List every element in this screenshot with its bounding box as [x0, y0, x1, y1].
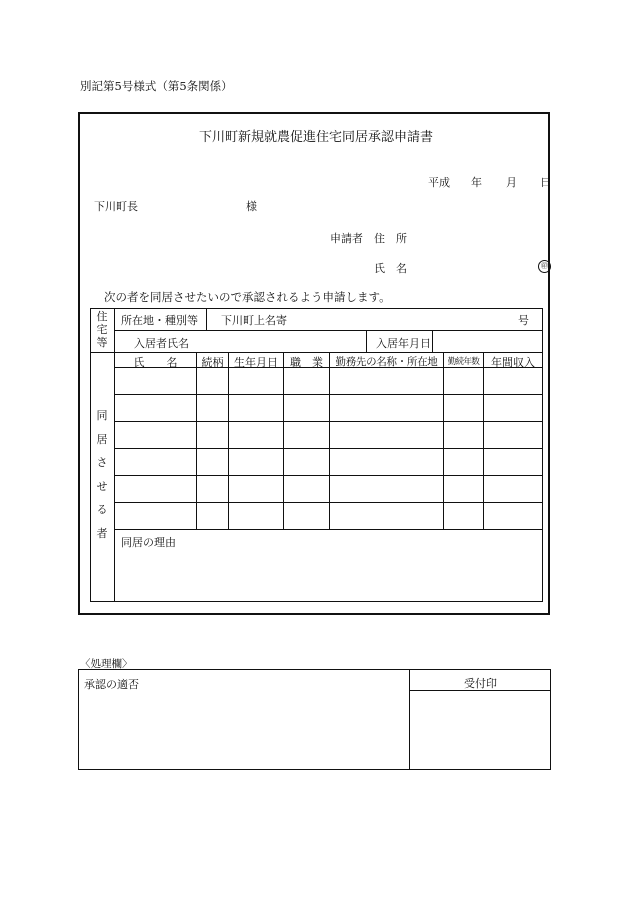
- resident-date-divider: [366, 330, 367, 352]
- processing-section-label: 〈処理欄〉: [80, 658, 133, 670]
- reason-divider: [115, 529, 543, 530]
- application-table: [90, 308, 543, 602]
- cohabitants-side-char: 者: [96, 526, 108, 540]
- housing-row-divider: [115, 330, 543, 331]
- column-header-years-of-service: 勤続年数: [447, 357, 480, 367]
- processing-table: [78, 669, 551, 770]
- housing-side-char: 住: [96, 310, 108, 323]
- column-divider: [483, 352, 484, 529]
- cohabitants-side-char: 居: [96, 432, 108, 446]
- column-divider: [443, 352, 444, 529]
- form-number-label: 別記第5号様式（第5条関係）: [80, 79, 233, 93]
- date-era: 平成: [428, 176, 450, 189]
- column-divider: [329, 352, 330, 529]
- application-form: [78, 112, 550, 615]
- housing-side-char: 宅: [96, 323, 108, 336]
- cohabitants-side-char: る: [96, 503, 108, 516]
- housing-side-char: 等: [96, 336, 108, 349]
- column-header-annual-income: 年間収入: [491, 356, 535, 369]
- reception-stamp-label: 受付印: [464, 677, 497, 690]
- applicant-address-label: 住 所: [374, 232, 407, 245]
- addressee-honorific: 様: [246, 200, 257, 213]
- cohabitants-side-char: 同: [96, 409, 108, 422]
- table-border-bottom: [90, 601, 543, 602]
- column-header-occupation: 職 業: [290, 356, 323, 369]
- column-divider: [283, 352, 284, 529]
- form-title: 下川町新規就農促進住宅同居承認申請書: [198, 130, 433, 145]
- date-month: 月: [506, 176, 517, 189]
- resident-name-label: 入居者氏名: [134, 337, 189, 350]
- column-header-name: 氏 名: [133, 356, 178, 369]
- date-day: 日: [540, 176, 551, 189]
- column-header-workplace: 勤務先の名称・所在地: [335, 356, 438, 368]
- seal-mark: ㊞: [538, 260, 551, 273]
- cohabitants-side-label: [90, 404, 114, 545]
- column-divider: [196, 352, 197, 529]
- column-header-birthdate: 生年月日: [234, 356, 278, 369]
- cohabitants-side-char: せ: [96, 479, 108, 493]
- location-label: 所在地・種別等: [121, 314, 198, 327]
- move-in-date-divider: [432, 330, 433, 352]
- addressee-name: 下川町長: [94, 200, 138, 213]
- request-statement: 次の者を同居させたいので承認されるよう申請します。: [104, 290, 391, 304]
- column-header-relationship: 続柄: [201, 356, 224, 369]
- number-suffix: 号: [518, 314, 529, 327]
- date-year: 年: [471, 176, 482, 189]
- applicant-label: 申請者: [330, 232, 363, 245]
- table-border-top: [90, 308, 543, 309]
- cohabitants-side-char: さ: [96, 456, 108, 469]
- applicant-name-label: 氏 名: [374, 262, 407, 275]
- section-divider: [90, 352, 543, 353]
- housing-side-label: [90, 310, 114, 349]
- column-divider: [228, 352, 229, 529]
- location-label-divider: [206, 308, 207, 330]
- cohabitation-reason-label: 同居の理由: [121, 536, 176, 549]
- location-value: 下川町上名寄: [221, 314, 287, 327]
- move-in-date-label: 入居年月日: [376, 337, 431, 350]
- approval-label: 承認の適否: [84, 678, 139, 691]
